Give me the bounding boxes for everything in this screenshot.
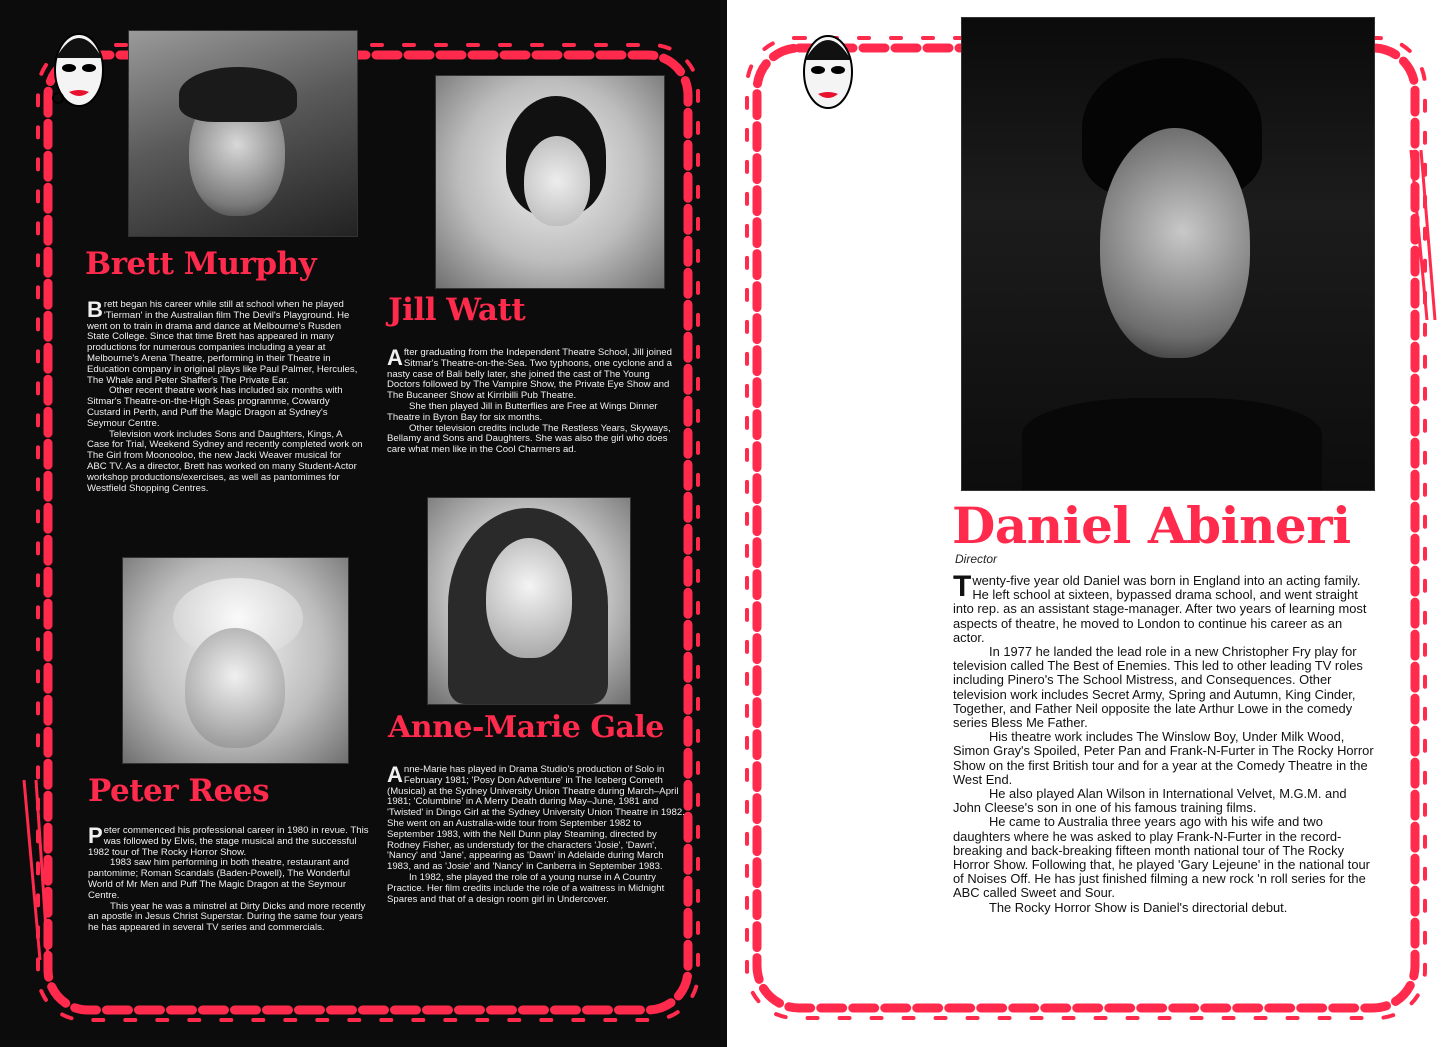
brett-murphy-name: Brett Murphy bbox=[85, 246, 317, 282]
daniel-abineri-bio: Twenty-five year old Daniel was born in England into an acting family. He left school at sixteen, bypassed drama school, and went straight into rep. as an assistant stage-manager. After two years of learning most aspects of theatre, he moved to London to continue his career as an actor. In 1977 he landed the lead role in a new Christopher Fry play for television called The Best of Enemies. This led to other leading TV roles including Pinero's The School Mistress, and Consequences. Other television work includes Secret Army, Spring and Autumn, King Cinder, Together, and Father Neil opposite the late Arthur Lowe in the comedy series Bless Me Father. His theatre work includes The Winslow Boy, Under Milk Wood, Simon Gray's Spoiled, Peter Pan and Frank-N-Furter in The Rocky Horror Show on the first British tour and for a year at the Comedy Theatre in the West End. He also played Alan Wilson in International Velvet, M.G.M. and John Cleese's son in one of his famous training films. He came to Australia three years ago with his wife and two daughters where he was asked to play Frank-N-Furter in the record-breaking and back-breaking fifteen month national tour of The Rocky Horror Show. Following that, he played 'Gary Lejeune' in the national tour of Noises Off. He has just finished filming a new rock 'n roll series for the ABC called Sweet and Sour. The Rocky Horror Show is Daniel's directorial debut. bbox=[953, 570, 1374, 915]
brett-murphy-photo bbox=[128, 30, 358, 237]
anne-marie-gale-name: Anne-Marie Gale bbox=[388, 710, 664, 745]
peter-rees-photo bbox=[122, 557, 349, 764]
jill-watt-photo bbox=[435, 75, 665, 289]
peter-rees-bio: Peter commenced his professional career in 1980 in revue. This was followed by Elvis, the stage musical and the successful 1982 tour of The Rocky Horror Show. 1983 saw him performing in both theatre, restaurant and pantomime; Roman Scandals (Baden-Powell), The Wonderful World of Mr Men and Puff The Magic Dragon at the Seymour Centre. This year he was a minstrel at Dirty Dicks and more recently an apostle in Jesus Christ Superstar. During the same four years he has appeared in several TV series and commercials. bbox=[88, 823, 369, 934]
right-page bbox=[727, 0, 1450, 1047]
daniel-abineri-photo bbox=[961, 17, 1375, 491]
mascot-face-icon bbox=[793, 20, 863, 120]
anne-marie-gale-photo bbox=[427, 497, 631, 705]
jill-watt-bio: After graduating from the Independent Theatre School, Jill joined Sitmar's Theatre-on-the-Sea. Two typhoons, one cyclone and a nasty case of Bali belly later, she joined the cast of The Young Doctors followed by The Vampire Show, the Private Eye Show and The Bucaneer Show at Kirribilli Pub Theatre. She then played Jill in Butterflies are Free at Wings Dinner Theatre in Byron Bay for six months. Other television credits include The Restless Years, Skyways, Bellamy and Sons and Daughters. She was also the girl who does care what men like in the Cool Charmers ad. bbox=[387, 345, 673, 456]
anne-marie-gale-bio: Anne-Marie has played in Drama Studio's production of Solo in February 1981; 'Posy Don Adventure' in The Iceberg Cometh (Musical) at the Sydney University Union Theatre during March–April 1981; 'Columbine' in A Merry Death during May–June, 1981 and 'Twisted' in Dingo Girl at the Sydney University Union Theatre in 1982. She went on an Australia-wide tour from September 1982 to September 1983, with the Nell Dunn play Steaming, directed by Rodney Fisher, as understudy for the characters 'Josie', 'Dawn', 'Nancy' and 'Jane', appearing as 'Dawn' in Adelaide during March 1983, and as 'Josie' and 'Nancy' in Canberra in September 1983. In 1982, she played the role of a young nurse in A Country Practice. Her film credits include the role of a waitress in Midnight Spares and that of a design room girl in Undercover. bbox=[387, 762, 685, 905]
director-role-label: Director bbox=[955, 552, 998, 566]
peter-rees-name: Peter Rees bbox=[88, 773, 270, 809]
daniel-abineri-name: Daniel Abineri bbox=[952, 496, 1351, 555]
brett-murphy-bio: Brett began his career while still at school when he played 'Tierman' in the Australian film The Devil's Playground. He went on to train in drama and dance at Melbourne's Rusden State College. Since that time Brett has appeared in many productions for numerous companies including a year at Melbourne's Arena Theatre, performing in their Theatre in Education company in original plays like Paul Palmer, Hercules, The Whale and Peter Shaffer's The Private Ear. Other recent theatre work has included six months with Sitmar's Theatre-on-the-High Seas programme, Cowardy Custard in Perth, and Puff the Magic Dragon at Sydney's Seymour Centre. Television work includes Sons and Daughters, Kings, A Case for Trial, Weekend Sydney and recently completed work on The Girl from Moonooloo, the new Jacki Weaver musical for ABC TV. As a director, Brett has worked on many Student-Actor workshop productions/exercises, as well as pantomimes for Westfield Shopping Centres. bbox=[87, 297, 363, 494]
jill-watt-name: Jill Watt bbox=[388, 292, 526, 328]
mascot-face-icon bbox=[44, 18, 114, 118]
